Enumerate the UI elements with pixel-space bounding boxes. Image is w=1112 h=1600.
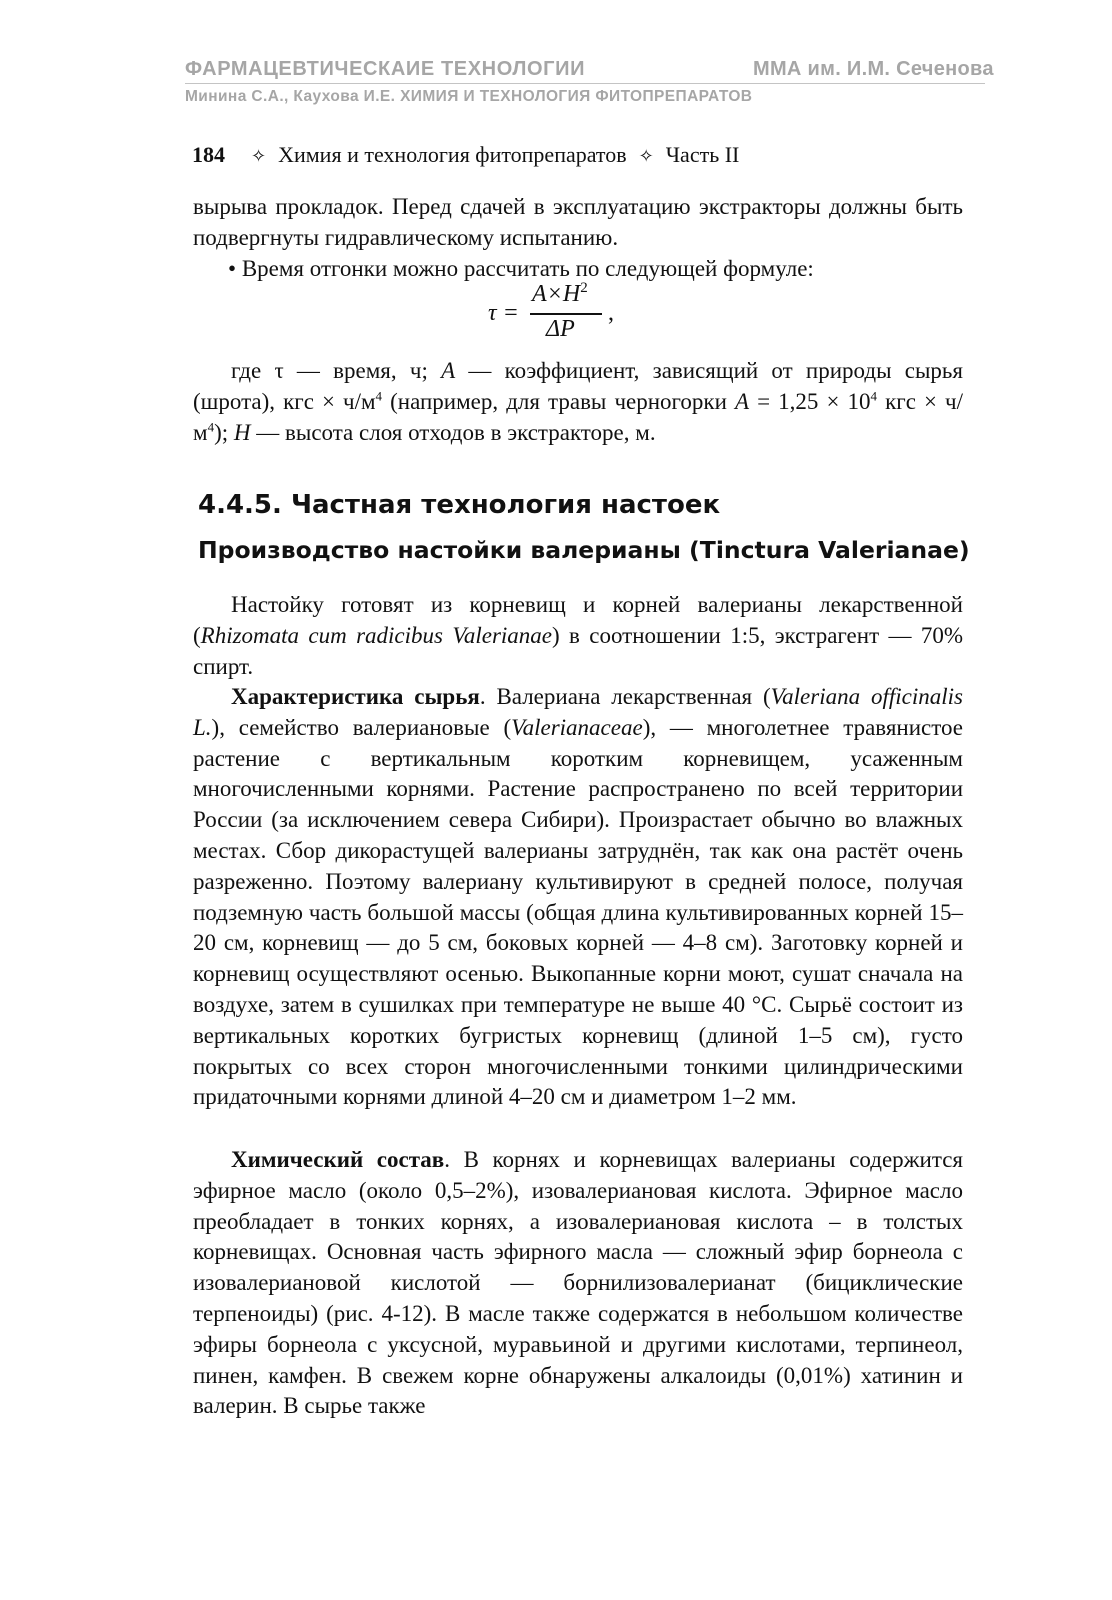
- diamond-icon: ✧: [638, 146, 654, 166]
- formula-comma: ,: [608, 300, 614, 326]
- def-text: — высота слоя отходов в экстракторе, м.: [250, 419, 656, 445]
- latin-name: Valerianaceae: [511, 714, 643, 740]
- def-text: );: [214, 419, 234, 445]
- def-text: — коэффициент, зависящий от природы сырья (шрота), кгс × ч/м: [193, 358, 964, 414]
- page-number: 184: [192, 142, 225, 167]
- distillation-time-formula: [488, 278, 668, 348]
- para-lead: Химический состав: [231, 1147, 445, 1172]
- watermark-title: ФАРМАЦЕВТИЧЕСКАИЕ ТЕХНОЛОГИИ: [185, 58, 586, 80]
- watermark-subtitle: Минина С.А., Каухова И.Е. ХИМИЯ И ТЕХНОЛОГИЯ ФИТОПРЕПАРАТОВ: [185, 88, 753, 105]
- def-text: = 1,25 × 10: [749, 388, 871, 414]
- paragraph-intro: [193, 590, 963, 682]
- bullet-icon: •: [228, 256, 237, 281]
- para-text: ), семейство валериановые (: [211, 714, 512, 740]
- def-exponent: 4: [207, 418, 215, 434]
- formula-exponent: 2: [580, 280, 588, 296]
- def-exponent: 4: [870, 388, 878, 404]
- para-text: ) в соотношении 1:5, экстрагент — 70% спирт.: [193, 622, 963, 679]
- watermark-divider: [185, 83, 985, 84]
- def-var-a: A: [441, 358, 456, 383]
- def-exponent: 4: [375, 388, 383, 404]
- formula-definitions: [193, 356, 963, 448]
- watermark-institution: ММА им. И.М. Сеченова: [753, 58, 994, 80]
- para-lead: Характеристика сырья: [231, 684, 480, 709]
- formula-numerator-text: A×H: [532, 281, 581, 307]
- paragraph-raw-material: [193, 682, 963, 1113]
- latin-name: Rhizomata cum radicibus Valerianae: [200, 622, 552, 648]
- formula-lhs: τ =: [488, 300, 519, 326]
- section-heading: 4.4.5. Частная технология настоек: [198, 490, 721, 520]
- latin-name: Valeriana officinalis L.: [193, 684, 963, 740]
- formula-denominator: ΔP: [546, 316, 575, 342]
- def-text: кгс × ч/м: [193, 388, 963, 445]
- diamond-icon: ✧: [251, 146, 267, 166]
- intro-text: вырыва прокладок. Перед сдачей в эксплуатацию экстракторы должны быть подвергнуты гидравлическому испытанию.: [193, 194, 963, 250]
- running-head: [192, 142, 739, 168]
- formula-intro-text: Время отгонки можно рассчитать по следующей формуле:: [241, 256, 814, 281]
- book-title: Химия и технология фитопрепаратов: [278, 142, 627, 167]
- paragraph-chemical-composition: [193, 1145, 963, 1422]
- part-label: Часть II: [665, 142, 740, 167]
- def-var-a: A: [734, 388, 750, 414]
- intro-paragraph: [193, 192, 963, 254]
- subsection-heading: Производство настойки валерианы (Tinctura Valerianae): [198, 536, 970, 564]
- fraction-bar: [530, 313, 602, 315]
- para-text: Настойку готовят из корневищ и корней валерианы лекарственной (: [193, 592, 963, 648]
- para-text: . Валериана лекарственная (: [479, 684, 771, 709]
- def-var-h: H: [233, 419, 251, 445]
- para-text: . В корнях и корневищах валерианы содержится эфирное масло (около 0,5–2%), изовалериановая кислота. Эфирное масло преобладает в тонких корнях, а изовалериановая кислота – в толстых корневищах. Основная часть эфирного масла — сложный эфир борнеола с изовалериановой кислотой — борнилизовалерианат (бициклические терпеноиды) (рис. 4-12). В масле также содержатся в небольшом количестве эфиры борнеола с уксусной, муравьиной и другими кислотами, терпинеол, пинен, камфен. В свежем корне обнаружены алкалоиды (0,01%) хатинин и валерин. В сырье также: [193, 1147, 963, 1419]
- def-text: (например, для травы черногорки: [382, 388, 735, 414]
- para-text: ), — многолетнее травянистое растение с вертикальным коротким корневищем, усаженным многочисленными корнями. Растение распространено по всей территории России (за исключением севера Сибири). Произрастает обычно во влажных местах. Сбор дикорастущей валерианы затруднён, так как она растёт очень разреженно. Поэтому валериану культивируют в средней полосе, получая подземную часть большой массы (общая длина культивированных корней 15–20 см, корневищ — до 5 см, боковых корней — 4–8 см). Заготовку корней и корневищ осуществляют осенью. Выкопанные корни моют, сушат сначала на воздухе, затем в сушилках при температуре не выше 40 °C. Сырьё состоит из вертикальных коротких бугристых корневищ (длиной 1–5 см), густо покрытых со всех сторон многочисленными тонкими цилиндрическими придаточными корнями длиной 4–20 см и диаметром 1–2 мм.: [193, 714, 963, 1110]
- def-text: где τ — время, ч;: [231, 358, 442, 383]
- formula-numerator: [532, 280, 588, 308]
